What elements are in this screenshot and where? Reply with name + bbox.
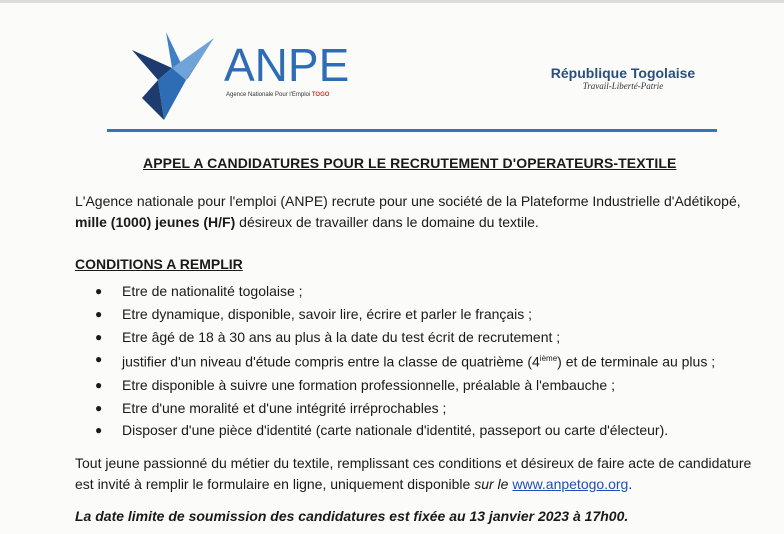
republic-block <box>520 65 726 92</box>
condition-text: Disposer d'une pièce d'identité (carte nationale d'identité, passeport ou carte d'électeur). <box>122 422 669 439</box>
list-item <box>95 303 775 326</box>
brand-subtitle-text: Agence Nationale Pour l'Emploi <box>226 92 311 98</box>
list-item <box>95 419 775 442</box>
closing-end: . <box>628 476 633 492</box>
deadline-notice: La date limite de soumission des candidatures est fixée au 13 janvier 2023 à 17h00. <box>75 508 629 524</box>
page-title: APPEL A CANDIDATURES POUR LE RECRUTEMENT D'OPERATEURS-TEXTILE <box>143 155 677 171</box>
brand-subtitle <box>226 92 329 98</box>
condition-text: Etre disponible à suivre une formation professionnelle, préalable à l'embauche ; <box>122 376 615 393</box>
top-border <box>0 0 784 3</box>
conditions-list <box>95 280 775 442</box>
bullet-icon: ● <box>95 329 103 344</box>
closing-italic: sur le <box>474 476 509 492</box>
condition-text: Etre âgé de 18 à 30 ans au plus à la date du test écrit de recrutement ; <box>122 328 561 345</box>
condition-text: Etre d'une moralité et d'une intégrité irréprochables ; <box>122 399 447 416</box>
republic-title: République Togolaise <box>550 65 696 81</box>
condition-text: Etre dynamique, disponible, savoir lire, écrire et parler le français ; <box>122 305 533 322</box>
list-item <box>95 326 775 349</box>
intro-bold: mille (1000) jeunes (H/F) <box>75 214 236 230</box>
star-emblem-icon <box>128 28 228 124</box>
website-link[interactable]: www.anpetogo.org <box>512 476 629 492</box>
closing-line-2: est invité à remplir le formulaire en ligne, uniquement disponible <box>75 476 475 492</box>
republic-motto: Travail-Liberté-Patrie <box>582 81 664 91</box>
bullet-icon: ● <box>95 352 103 367</box>
intro-text-after: désireux de travailler dans le domaine du textile. <box>235 214 539 230</box>
intro-paragraph <box>75 191 765 233</box>
list-item <box>95 280 775 303</box>
bullet-icon: ● <box>95 377 103 392</box>
header-divider <box>107 129 717 132</box>
condition-text: justifier d'un niveau d'étude compris entre la classe de quatrième (4 <box>122 354 540 371</box>
bullet-icon: ● <box>95 306 103 321</box>
bullet-icon: ● <box>95 400 103 415</box>
bullet-icon: ● <box>95 284 103 298</box>
condition-text-tail: ) et de terminale au plus ; <box>557 354 716 371</box>
brand-name: ANPE <box>224 39 350 91</box>
anpe-logo <box>128 28 358 124</box>
brand-country: TOGO <box>311 92 330 98</box>
list-item <box>95 397 775 420</box>
list-item <box>95 374 775 397</box>
closing-paragraph <box>75 453 775 495</box>
intro-text-before: L'Agence nationale pour l'emploi (ANPE) recrute pour une société de la Plateforme Industrielle d'Adétikopé, <box>75 193 741 209</box>
condition-superscript: ième <box>539 354 558 364</box>
conditions-title: CONDITIONS A REMPLIR <box>75 256 243 272</box>
bullet-icon: ● <box>95 423 103 438</box>
list-item <box>95 348 775 373</box>
closing-line-1: Tout jeune passionné du métier du textile, remplissant ces conditions et désireux de faire acte de candidature <box>75 455 752 471</box>
condition-text: Etre de nationalité togolaise ; <box>122 283 303 299</box>
